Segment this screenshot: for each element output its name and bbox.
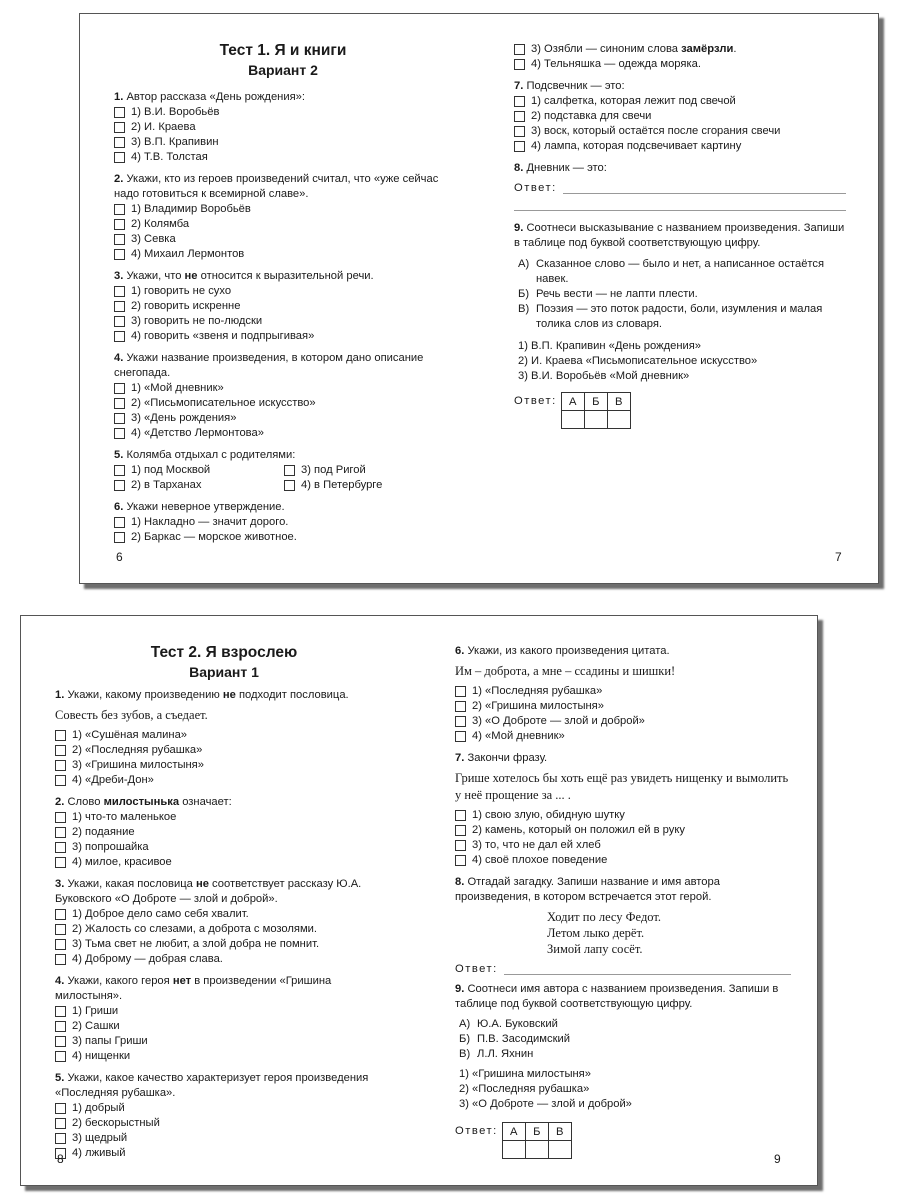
answer-option[interactable]: 3) Севка	[114, 232, 452, 247]
answer-option[interactable]: 2) «Последняя рубашка»	[55, 743, 393, 758]
answer-option[interactable]: 4) в Петербурге	[284, 478, 382, 493]
checkbox[interactable]	[114, 122, 125, 133]
question-text: Автор рассказа «День рождения»:	[126, 91, 305, 103]
answer-option[interactable]: 1) «Последняя рубашка»	[455, 684, 791, 699]
question-6: 6. Укажи неверное утверждение. 1) Накладно — значит дорого. 2) Баркас — морское животное.	[114, 500, 452, 545]
question-9: 9. Соотнеси высказывание с названием произведения. Запиши в таблице под буквой соответствующую цифру. А) Сказанное слово — было и нет, а написанное остаётся навек. Б) Речь вести — не лапти плести. В) Поэзия — это поток радости, боли, изумления и малая толика слов из словаря. 1) В.П. Крапивин «День рождения» 2) И. Краева «Письмописательное искусство» 3) В.И. Воробьёв «Мой дневник» Ответ: А Б В	[514, 221, 846, 429]
answer-option[interactable]: 4) милое, красивое	[55, 855, 393, 870]
checkbox[interactable]	[455, 731, 466, 742]
checkbox[interactable]	[55, 1021, 66, 1032]
answer-option[interactable]: 1) под Москвой	[114, 463, 284, 478]
work-item: 1) В.П. Крапивин «День рождения»	[518, 340, 702, 352]
table-header-b: Б	[584, 393, 607, 411]
author-a: А) Ю.А. Буковский	[459, 1018, 558, 1030]
answer-table: Ответ: А Б В	[455, 1122, 791, 1159]
question-4: 4. Укажи название произведения, в котором дано описание снегопада. 1) «Мой дневник» 2) «Письмописательное искусство» 3) «День рождения» 4) «Детство Лермонтова»	[114, 351, 452, 441]
table-header-c: В	[607, 393, 630, 411]
answer-option[interactable]: 1) добрый	[55, 1101, 393, 1116]
checkbox[interactable]	[455, 825, 466, 836]
checkbox[interactable]	[455, 686, 466, 697]
author-b: Б) П.В. Засодимский	[459, 1033, 570, 1045]
proverb-quote: Совесть без зубов, а съедает.	[55, 708, 208, 722]
answer-option[interactable]: 2) И. Краева	[114, 120, 452, 135]
answer-option[interactable]: 3) щедрый	[55, 1131, 393, 1146]
checkbox[interactable]	[514, 96, 525, 107]
book-spread-pages-6-7	[79, 13, 879, 584]
answer-option[interactable]: 2) подставка для свечи	[514, 109, 846, 124]
answer-option[interactable]: 1) «Мой дневник»	[114, 381, 452, 396]
table-header-b: Б	[525, 1123, 548, 1141]
question-2: 2. Слово милостынька означает: 1) что-то маленькое 2) подаяние 3) попрошайка 4) милое, красивое	[55, 795, 393, 870]
answer-option[interactable]: 3) Озябли — синоним слова замёрзли .	[514, 42, 846, 57]
question-6: 6. Укажи, из какого произведения цитата. Им – доброта, а мне – ссадины и шишки! 1) «Последняя рубашка» 2) «Гришина милостыня» 3) «О Доброте — злой и доброй» 4) «Мой дневник»	[455, 644, 791, 744]
question-3: 3. Укажи, что не относится к выразительной речи. 1) говорить не сухо 2) говорить искренне 3) говорить не по-людски 4) говорить «звеня и подпрыгивая»	[114, 269, 452, 344]
work-item: 3) «О Доброте — злой и доброй»	[459, 1098, 632, 1110]
answer-option[interactable]: 3) «Гришина милостыня»	[55, 758, 393, 773]
checkbox[interactable]	[55, 1051, 66, 1062]
question-text: Дневник — это:	[526, 162, 607, 174]
question-7: 7. Подсвечник — это: 1) салфетка, которая лежит под свечой 2) подставка для свечи 3) воск, который остаётся после сгорания свечи 4) лампа, которая подсвечивает картину	[514, 79, 846, 154]
page-number: 7	[835, 550, 842, 564]
checkbox[interactable]	[114, 249, 125, 260]
checkbox[interactable]	[284, 465, 295, 476]
answer-option[interactable]: 1) что-то маленькое	[55, 810, 393, 825]
answer-line[interactable]	[514, 200, 846, 211]
answer-option[interactable]: 4) «Детство Лермонтова»	[114, 426, 452, 441]
answer-option[interactable]: 1) салфетка, которая лежит под свечой	[514, 94, 846, 109]
answer-option[interactable]: 3) попрошайка	[55, 840, 393, 855]
checkbox[interactable]	[55, 909, 66, 920]
answer-option[interactable]: 4) Т.В. Толстая	[114, 150, 452, 165]
answer-option[interactable]: 1) Гриши	[55, 1004, 393, 1019]
checkbox[interactable]	[114, 480, 125, 491]
question-text: Колямба отдыхал с родителями:	[126, 449, 296, 461]
variant-title: Вариант 1	[189, 664, 259, 680]
table-header-c: В	[548, 1123, 571, 1141]
checkbox[interactable]	[455, 855, 466, 866]
answer-option[interactable]: 2) камень, который он положил ей в руку	[455, 823, 791, 838]
work-item: 2) «Последняя рубашка»	[459, 1083, 590, 1095]
statement-c: В) Поэзия — это поток радости, боли, изумления и малая толика слов из словаря.	[518, 303, 823, 330]
answer-option[interactable]: 4) лампа, которая подсвечивает картину	[514, 139, 846, 154]
question-text: Укажи, из какого произведения цитата.	[467, 645, 670, 657]
checkbox[interactable]	[55, 842, 66, 853]
checkbox[interactable]	[284, 480, 295, 491]
checkbox[interactable]	[114, 465, 125, 476]
question-9: 9. Соотнеси имя автора с названием произведения. Запиши в таблице под буквой соответствующую цифру. А) Ю.А. Буковский Б) П.В. Засодимский В) Л.Л. Яхнин 1) «Гришина милостыня» 2) «Последняя рубашка» 3) «О Доброте — злой и доброй» Ответ: А Б В	[455, 982, 791, 1159]
answer-field[interactable]: Ответ:	[514, 182, 846, 194]
answer-option[interactable]: 4) Тельняшка — одежда моряка.	[514, 57, 846, 72]
answer-cell-a[interactable]	[502, 1141, 525, 1159]
checkbox[interactable]	[114, 413, 125, 424]
checkbox[interactable]	[514, 44, 525, 55]
answer-option[interactable]: 2) Колямба	[114, 217, 452, 232]
answer-option[interactable]: 1) Накладно — значит дорого.	[114, 515, 452, 530]
book-spread-pages-8-9	[20, 615, 818, 1186]
checkbox[interactable]	[455, 810, 466, 821]
question-7: 7. Закончи фразу. Грише хотелось бы хоть ещё раз увидеть нищенку и вымолить у неё прощение за ... . 1) свою злую, обидную шутку 2) камень, который он положил ей в руку 3) то, что не дал ей хлеб 4) своё плохое поведение	[455, 751, 791, 868]
checkbox[interactable]	[114, 517, 125, 528]
table-header-a: А	[502, 1123, 525, 1141]
answer-option[interactable]: 4) «Дреби-Дон»	[55, 773, 393, 788]
question-text: Отгадай загадку. Запиши название и имя автора произведения, в котором встречается этот герой.	[455, 876, 720, 903]
answer-cell-a[interactable]	[561, 411, 584, 429]
question-text: Закончи фразу.	[467, 752, 548, 764]
checkbox[interactable]	[114, 301, 125, 312]
answer-option[interactable]: 2) Жалость со слезами, а доброта с мозолями.	[55, 922, 393, 937]
checkbox[interactable]	[114, 331, 125, 342]
answer-field[interactable]: Ответ:	[455, 963, 791, 975]
answer-option[interactable]: 1) Владимир Воробьёв	[114, 202, 452, 217]
answer-option[interactable]: 2) «Письмописательное искусство»	[114, 396, 452, 411]
checkbox[interactable]	[514, 141, 525, 152]
riddle-poem: Ходит по лесу Федот. Летом лыко дерёт. Зимой лапу сосёт.	[547, 910, 662, 956]
question-4: 4. Укажи, какого героя нет в произведении «Гришина милостыня». 1) Гриши 2) Сашки 3) папы Гриши 4) нищенки	[55, 974, 393, 1064]
question-8: 8. Отгадай загадку. Запиши название и имя автора произведения, в котором встречается этот герой. Ходит по лесу Федот. Летом лыко дерёт. Зимой лапу сосёт. Ответ:	[455, 875, 791, 975]
table-header-a: А	[561, 393, 584, 411]
question-3: 3. Укажи, какая пословица не соответствует рассказу Ю.А. Буковского «О Доброте — злой и доброй». 1) Доброе дело само себя хвалит. 2) Жалость со слезами, а доброта с мозолями. 3) Тьма свет не любит, а злой добра не помнит. 4) Доброму — добрая слава.	[55, 877, 393, 967]
checkbox[interactable]	[114, 383, 125, 394]
checkbox[interactable]	[114, 286, 125, 297]
question-5: 5. Колямба отдыхал с родителями: 1) под Москвой 2) в Тарханах 3) под Ригой 4) в Петербурге	[114, 449, 383, 491]
checkbox[interactable]	[114, 532, 125, 543]
checkbox[interactable]	[114, 428, 125, 439]
answer-option[interactable]: 1) говорить не сухо	[114, 284, 452, 299]
answer-option[interactable]: 4) говорить «звеня и подпрыгивая»	[114, 329, 452, 344]
answer-option[interactable]: 2) подаяние	[55, 825, 393, 840]
checkbox[interactable]	[55, 745, 66, 756]
answer-option[interactable]: 1) «Сушёная малина»	[55, 728, 393, 743]
checkbox[interactable]	[55, 1036, 66, 1047]
checkbox[interactable]	[114, 219, 125, 230]
answer-option[interactable]: 1) В.И. Воробьёв	[114, 105, 452, 120]
checkbox[interactable]	[114, 234, 125, 245]
checkbox[interactable]	[55, 857, 66, 868]
page-number: 8	[57, 1152, 64, 1166]
question-text: Укажи, кто из героев произведений считал, что «уже сейчас надо готовиться к всемирной славе».	[114, 173, 439, 200]
answer-option[interactable]: 4) «Мой дневник»	[455, 729, 791, 744]
page-number: 6	[116, 550, 123, 564]
checkbox[interactable]	[114, 137, 125, 148]
page-number: 9	[774, 1152, 781, 1166]
answer-option[interactable]: 1) свою злую, обидную шутку	[455, 808, 791, 823]
answer-option[interactable]: 3) воск, который остаётся после сгорания свечи	[514, 124, 846, 139]
checkbox[interactable]	[114, 204, 125, 215]
answer-option[interactable]: 3) говорить не по-людски	[114, 314, 452, 329]
question-text: Укажи, какое качество характеризует героя произведения «Последняя рубашка».	[55, 1072, 369, 1099]
checkbox[interactable]	[55, 1103, 66, 1114]
answer-option[interactable]: 3) папы Гриши	[55, 1034, 393, 1049]
checkbox[interactable]	[55, 924, 66, 935]
question-text: Соотнеси имя автора с названием произведения. Запиши в таблице под буквой соответствующую цифру.	[455, 983, 779, 1010]
answer-option[interactable]: 2) Сашки	[55, 1019, 393, 1034]
answer-cell-c[interactable]	[548, 1141, 571, 1159]
checkbox[interactable]	[55, 1006, 66, 1017]
question-5: 5. Укажи, какое качество характеризует героя произведения «Последняя рубашка». 1) добрый 2) бескорыстный 3) щедрый 4) лживый	[55, 1071, 393, 1161]
page-8	[55, 644, 393, 1168]
question-1: 1. Укажи, какому произведению не подходит пословица. Совесть без зубов, а съедает. 1) «Сушёная малина» 2) «Последняя рубашка» 3) «Гришина милостыня» 4) «Дреби-Дон»	[55, 688, 393, 788]
checkbox[interactable]	[55, 760, 66, 771]
quote-text: Грише хотелось бы хоть ещё раз увидеть нищенку и вымолить у неё прощение за ... .	[455, 771, 789, 802]
answer-option[interactable]: 1) Доброе дело само себя хвалит.	[55, 907, 393, 922]
checkbox[interactable]	[114, 152, 125, 163]
answer-option[interactable]: 4) нищенки	[55, 1049, 393, 1064]
checkbox[interactable]	[514, 111, 525, 122]
checkbox[interactable]	[114, 398, 125, 409]
answer-option[interactable]: 2) говорить искренне	[114, 299, 452, 314]
author-c: В) Л.Л. Яхнин	[459, 1048, 534, 1060]
question-text: Укажи название произведения, в котором дано описание снегопада.	[114, 352, 424, 379]
checkbox[interactable]	[55, 730, 66, 741]
answer-table: Ответ: А Б В	[514, 392, 846, 429]
checkbox[interactable]	[514, 126, 525, 137]
checkbox[interactable]	[114, 316, 125, 327]
answer-option[interactable]: 4) лживый	[55, 1146, 393, 1161]
page-9	[455, 644, 791, 1166]
question-text: Соотнеси высказывание с названием произведения. Запиши в таблице под буквой соответствующую цифру.	[514, 222, 845, 249]
variant-title: Вариант 2	[248, 62, 318, 78]
checkbox[interactable]	[55, 812, 66, 823]
answer-option[interactable]: 2) в Тарханах	[114, 478, 284, 493]
answer-cell-b[interactable]	[584, 411, 607, 429]
statement-a: А) Сказанное слово — было и нет, а написанное остаётся навек.	[518, 258, 825, 285]
answer-option[interactable]: 2) «Гришина милостыня»	[455, 699, 791, 714]
question-2: 2. Укажи, кто из героев произведений считал, что «уже сейчас надо готовиться к всемирной славе». 1) Владимир Воробьёв 2) Колямба 3) Севка 4) Михаил Лермонтов	[114, 172, 452, 262]
checkbox[interactable]	[55, 954, 66, 965]
page-6	[114, 42, 452, 552]
work-item: 3) В.И. Воробьёв «Мой дневник»	[518, 370, 690, 382]
statement-b: Б) Речь вести — не лапти плести.	[518, 288, 698, 300]
work-item: 1) «Гришина милостыня»	[459, 1068, 591, 1080]
answer-cell-c[interactable]	[607, 411, 630, 429]
answer-option[interactable]: 4) своё плохое поведение	[455, 853, 791, 868]
checkbox[interactable]	[55, 1118, 66, 1129]
answer-option[interactable]: 4) Михаил Лермонтов	[114, 247, 452, 262]
answer-option[interactable]: 4) Доброму — добрая слава.	[55, 952, 393, 967]
question-text: Укажи неверное утверждение.	[126, 501, 285, 513]
answer-option[interactable]: 3) В.П. Крапивин	[114, 135, 452, 150]
checkbox[interactable]	[55, 775, 66, 786]
checkbox[interactable]	[514, 59, 525, 70]
answer-option[interactable]: 3) то, что не дал ей хлеб	[455, 838, 791, 853]
test-title: Тест 2. Я взрослею	[150, 644, 298, 661]
answer-line[interactable]	[563, 183, 846, 194]
answer-option[interactable]: 3) «О Доброте — злой и доброй»	[455, 714, 791, 729]
answer-option[interactable]: 3) «День рождения»	[114, 411, 452, 426]
quote-text: Им – доброта, а мне – ссадины и шишки!	[455, 664, 676, 678]
page-7	[514, 42, 846, 436]
answer-line[interactable]	[504, 964, 791, 975]
work-item: 2) И. Краева «Письмописательное искусство»	[518, 355, 758, 367]
checkbox[interactable]	[455, 701, 466, 712]
checkbox[interactable]	[55, 939, 66, 950]
question-8: 8. Дневник — это: Ответ:	[514, 161, 846, 211]
question-text: Подсвечник — это:	[526, 80, 625, 92]
checkbox[interactable]	[455, 840, 466, 851]
test-title: Тест 1. Я и книги	[219, 42, 347, 59]
checkbox[interactable]	[55, 827, 66, 838]
question-6-continued	[514, 42, 846, 72]
answer-option[interactable]: 2) Баркас — морское животное.	[114, 530, 452, 545]
checkbox[interactable]	[114, 107, 125, 118]
answer-option[interactable]: 3) Тьма свет не любит, а злой добра не помнит.	[55, 937, 393, 952]
answer-option[interactable]: 3) под Ригой	[284, 463, 382, 478]
answer-cell-b[interactable]	[525, 1141, 548, 1159]
question-1: 1. Автор рассказа «День рождения»: 1) В.И. Воробьёв 2) И. Краева 3) В.П. Крапивин 4) Т.В. Толстая	[114, 90, 452, 165]
answer-option[interactable]: 2) бескорыстный	[55, 1116, 393, 1131]
checkbox[interactable]	[55, 1133, 66, 1144]
checkbox[interactable]	[455, 716, 466, 727]
